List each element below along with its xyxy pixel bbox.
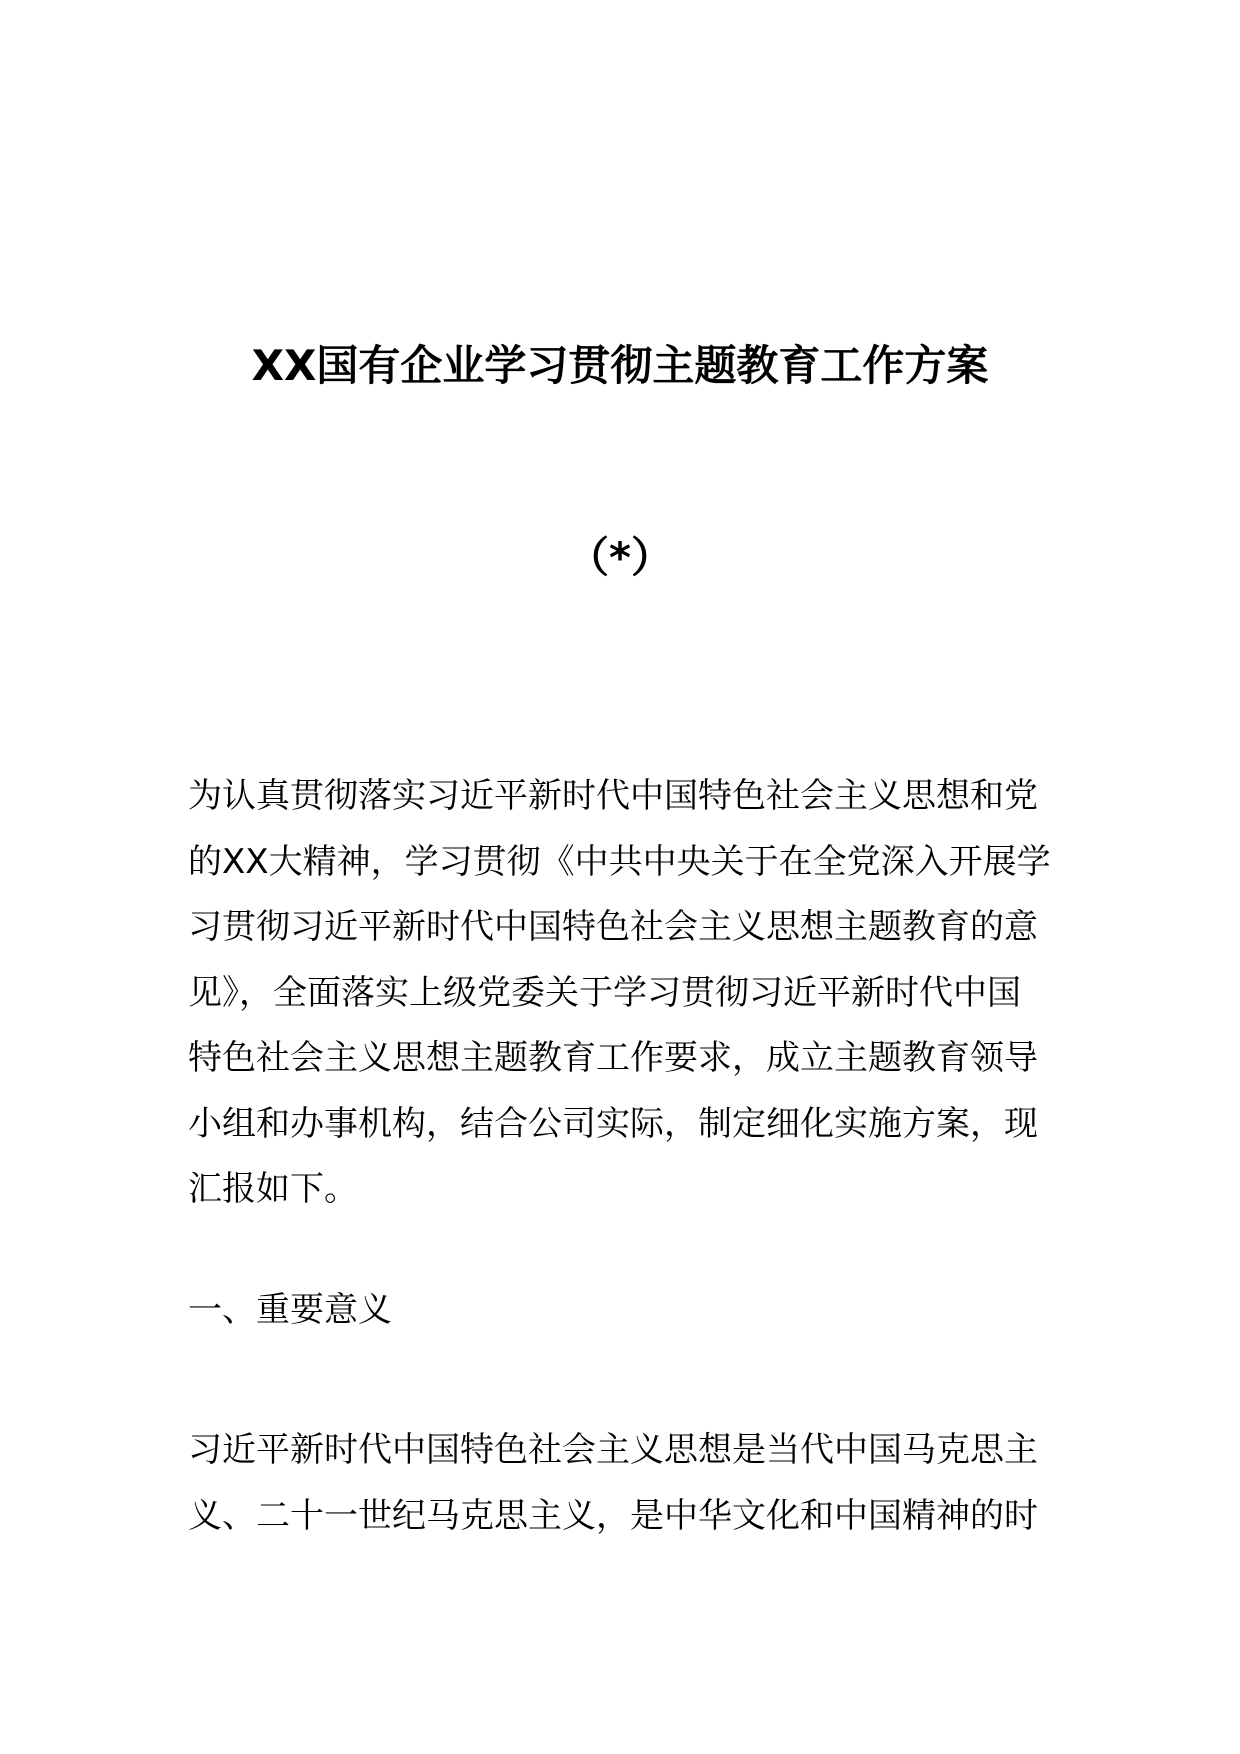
paragraph-line: 特色社会主义思想主题教育工作要求，成立主题教育领导 xyxy=(188,1038,1038,1078)
paragraph-line: 小组和办事机构，结合公司实际，制定细化实施方案，现 xyxy=(188,1103,1038,1144)
intro-paragraph xyxy=(188,764,1056,1223)
paragraph-line: 汇报如下。 xyxy=(188,1169,358,1209)
paragraph-line: 义、二十一世纪马克思主义，是中华文化和中国精神的时 xyxy=(188,1495,1038,1536)
heading-text: 一、重要意义 xyxy=(188,1290,392,1330)
paragraph-line: 习近平新时代中国特色社会主义思想是当代中国马克思主 xyxy=(188,1430,1038,1470)
document-subtitle: （*） xyxy=(567,533,673,582)
paragraph-line: 见》，全面落实上级党委关于学习贯彻习近平新时代中国 xyxy=(188,972,1021,1013)
paragraph-line: 为认真贯彻落实习近平新时代中国特色社会主义思想和党 xyxy=(188,776,1038,816)
document-title: XX国有企业学习贯彻主题教育工作方案 xyxy=(251,341,989,390)
section-heading-importance xyxy=(188,1278,1056,1344)
paragraph-line: 习贯彻习近平新时代中国特色社会主义思想主题教育的意 xyxy=(188,907,1038,947)
importance-paragraph xyxy=(188,1418,1056,1549)
paragraph-line: 的XX大精神，学习贯彻《中共中央关于在全党深入开展学 xyxy=(188,841,1051,882)
